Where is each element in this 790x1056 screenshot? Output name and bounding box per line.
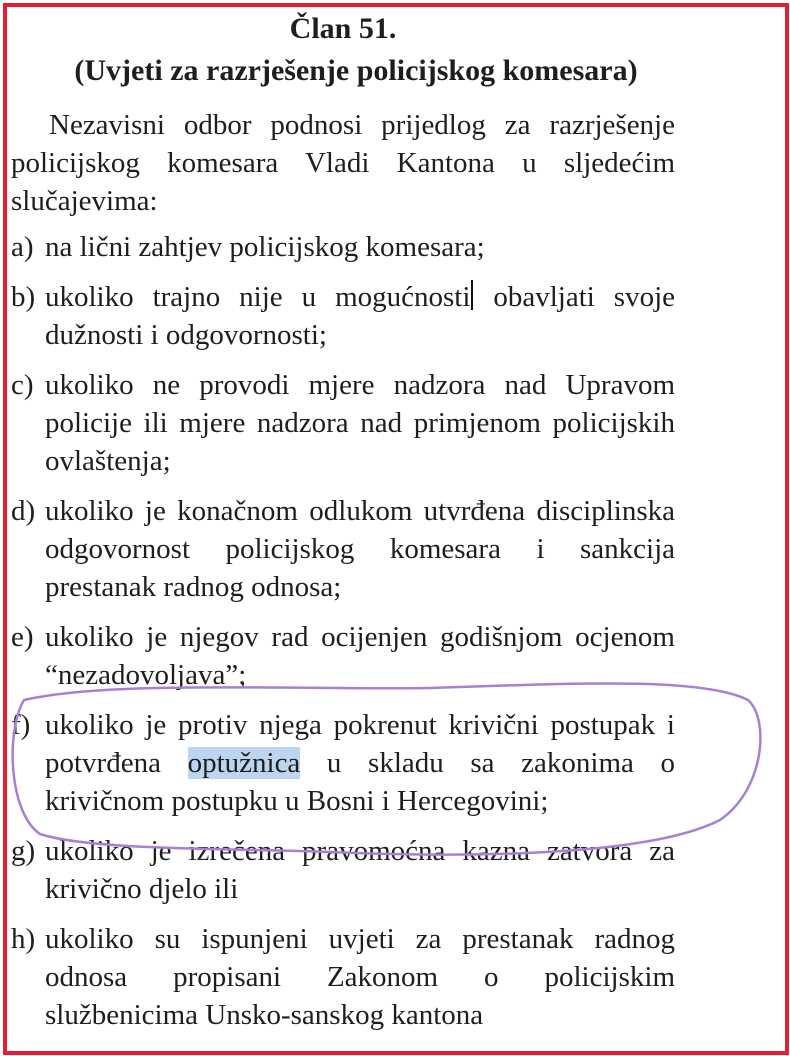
list-item-h xyxy=(11,920,675,1034)
list-item-text-part: ukoliko je protiv njega pokrenut krivični postupak i potvrđena xyxy=(45,709,675,779)
list-item-a xyxy=(11,228,675,266)
article-number: Član 51. xyxy=(289,12,397,45)
intro-paragraph: Nezavisni odbor podnosi prijedlog za razrješenje policijskog komesara Vladi Kantona u sljedećim slučajevima: xyxy=(11,109,675,217)
list-item-d xyxy=(11,492,675,606)
list-marker: a) xyxy=(11,231,34,263)
list-item-b xyxy=(11,278,675,354)
list-item-text-part: ukoliko trajno nije u mogućnosti xyxy=(45,281,471,313)
list-item-text: ukoliko je konačnom odlukom utvrđena disciplinska odgovornost policijskog komesara i sankcija prestanak radnog odnosa; xyxy=(45,495,675,603)
list-item-g xyxy=(11,832,675,908)
list-item-text xyxy=(45,278,675,354)
list-item-f xyxy=(11,706,675,820)
list-marker: c) xyxy=(11,369,34,401)
list-item-text: ukoliko su ispunjeni uvjeti za prestanak radnog odnosa propisani Zakonom o policijskim službenicima Unsko-sanskog kantona xyxy=(45,923,675,1031)
list-item-text-part: u skladu sa zakonima o krivičnom postupku u Bosni i Hercegovini; xyxy=(45,747,675,817)
list-marker: f) xyxy=(11,709,31,741)
list-item-text-part: obavljati svoje dužnosti i odgovornosti; xyxy=(45,281,675,351)
list-marker: e) xyxy=(11,621,34,653)
document-page xyxy=(11,8,675,1050)
list-marker: g) xyxy=(11,835,36,867)
list-item-text: na lični zahtjev policijskog komesara; xyxy=(45,231,485,263)
list-item-text: ukoliko je njegov rad ocijenjen godišnjom ocjenom “nezadovoljava”; xyxy=(45,621,675,691)
list-item-text: ukoliko je izrečena pravomoćna kazna zatvora za krivično djelo ili xyxy=(45,835,675,905)
list-item-text xyxy=(45,706,675,820)
article-title: (Uvjeti za razrješenje policijskog komesara) xyxy=(74,54,638,87)
list-item-c xyxy=(11,366,675,480)
list-marker: b) xyxy=(11,281,36,313)
list-marker: d) xyxy=(11,495,36,527)
list-item-text: ukoliko ne provodi mjere nadzora nad Upravom policije ili mjere nadzora nad primjenom policijskih ovlaštenja; xyxy=(45,369,675,477)
conditions-list xyxy=(11,228,675,1034)
list-marker: h) xyxy=(11,923,36,955)
highlighted-word[interactable]: optužnica xyxy=(187,747,301,779)
list-item-e xyxy=(11,618,675,694)
